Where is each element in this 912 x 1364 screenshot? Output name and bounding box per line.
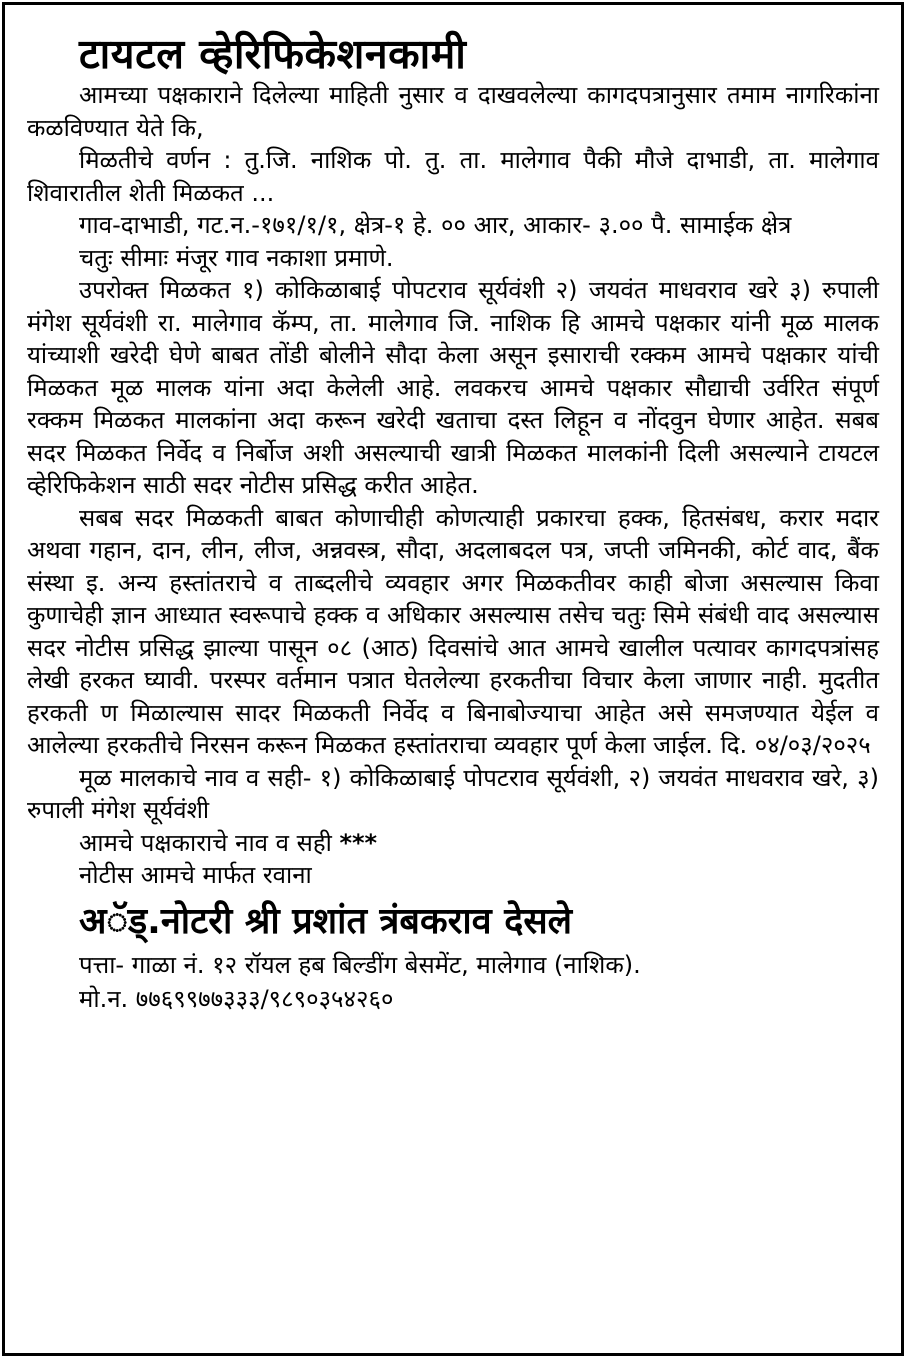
- body-paragraph-2: सबब सदर मिळकती बाबत कोणाचीही कोणत्याही प्रकारचा हक्क, हितसंबध, करार मदार अथवा गहान, दान, लीन, लीज, अन्नवस्त्र, सौदा, अदलाबदल पत्र, जप्ती जमिनकी, कोर्ट वाद, बैंक संस्था इ. अन्य हस्तांतराचे व ताब्दलीचे व्यवहार अगर मिळकतीवर काही बोजा असल्यास किवा कुणाचेही ज्ञान आध्यात स्वरूपाचे हक्क व अधिकार असल्यास तसेच चतुः सिमे संबंधी वाद असल्यास सदर नोटीस प्रसिद्ध झाल्या पासून ०८ (आठ) दिवसांचे आत आमचे खालील पत्यावर कागदपत्रांसह लेखी हरकत घ्यावी. परस्पर वर्तमान पत्रात घेतलेल्या हरकतीचा विचार केला जाणार नाही. मुदतीत हरकती ण मिळाल्यास सादर मिळकती निर्वेद व बिनाबोज्याचा आहेत असे समजण्यात येईल व आलेल्या हरकतीचे निरसन करून मिळकत हस्तांतराचा व्यवहार पूर्ण केला जाईल. दि. ०४/०३/२०२५: [27, 503, 879, 759]
- client-signature-label: आमचे पक्षकाराचे नाव व सही: [79, 828, 332, 857]
- property-description: मिळतीचे वर्णन : तु.जि. नाशिक पो. तु. ता. मालेगाव पैकी मौजे दाभाडी, ता. मालेगाव शिवारातील शेती मिळकत ...: [27, 146, 879, 207]
- advocate-address: पत्ता- गाळा नं. १२ रॉयल हब बिल्डींग बेसमेंट, मालेगाव (नाशिक).: [79, 950, 641, 979]
- sent-via: नोटीस आमचे मार्फत रवाना: [79, 861, 312, 889]
- notice-frame: [2, 2, 904, 1356]
- advocate-name: अॅड्.नोटरी श्री प्रशांत त्रंबकराव देसले: [79, 900, 573, 942]
- owners-signature: मूळ मालकाचे नाव व सही- १) कोकिळाबाई पोपटराव सूर्यवंशी, २) जयवंत माधवराव खरे, ३) रुपाली मंगेश सूर्यवंशी: [27, 763, 879, 824]
- advocate-mobile: मो.न. ७७६९९७७३३३/९८९०३५४२६०: [79, 984, 394, 1013]
- notice-title: टायटल व्हेरिफिकेशनकामी: [79, 30, 467, 78]
- boundaries: चतुः सीमाः मंजूर गाव नकाशा प्रमाणे.: [79, 243, 394, 272]
- intro-paragraph: आमच्या पक्षकाराने दिलेल्या माहिती नुसार व दाखवलेल्या कागदपत्रानुसार तमाम नागरिकांना कळविण्यात येते कि,: [27, 81, 879, 142]
- survey-details: गाव-दाभाडी, गट.न.-१७१/१/१, क्षेत्र-१ हे. ०० आर, आकार- ३.०० पै. सामाईक क्षेत्र: [79, 211, 792, 239]
- body-paragraph-1: उपरोक्त मिळकत १) कोकिळाबाई पोपटराव सूर्यवंशी २) जयवंत माधवराव खरे ३) रुपाली मंगेश सूर्यवंशी रा. मालेगाव कॅम्प, ता. मालेगाव जि. नाशिक हि आमचे पक्षकार यांनी मूळ मालक यांच्याशी खरेदी घेणे बाबत तोंडी बोलीने सौदा केला असून इसाराची रक्कम आमचे पक्षकार यांची मिळकत मूळ मालक यांना अदा केलेली आहे. लवकरच आमचे पक्षकार सौद्याची उर्वरित संपूर्ण रक्कम मिळकत मालकांना अदा करून खरेदी खताचा दस्त लिहून व नोंदवुन घेणार आहेत. सबब सदर मिळकत निर्वेद व निर्बोज अशी असल्याची खात्री मिळकत मालकांनी दिली असल्याने टायटल व्हेरिफिकेशन साठी सदर नोटीस प्रसिद्ध करीत आहेत.: [27, 276, 879, 499]
- client-signature-stars: ***: [339, 828, 378, 857]
- client-signature-line: [27, 827, 879, 860]
